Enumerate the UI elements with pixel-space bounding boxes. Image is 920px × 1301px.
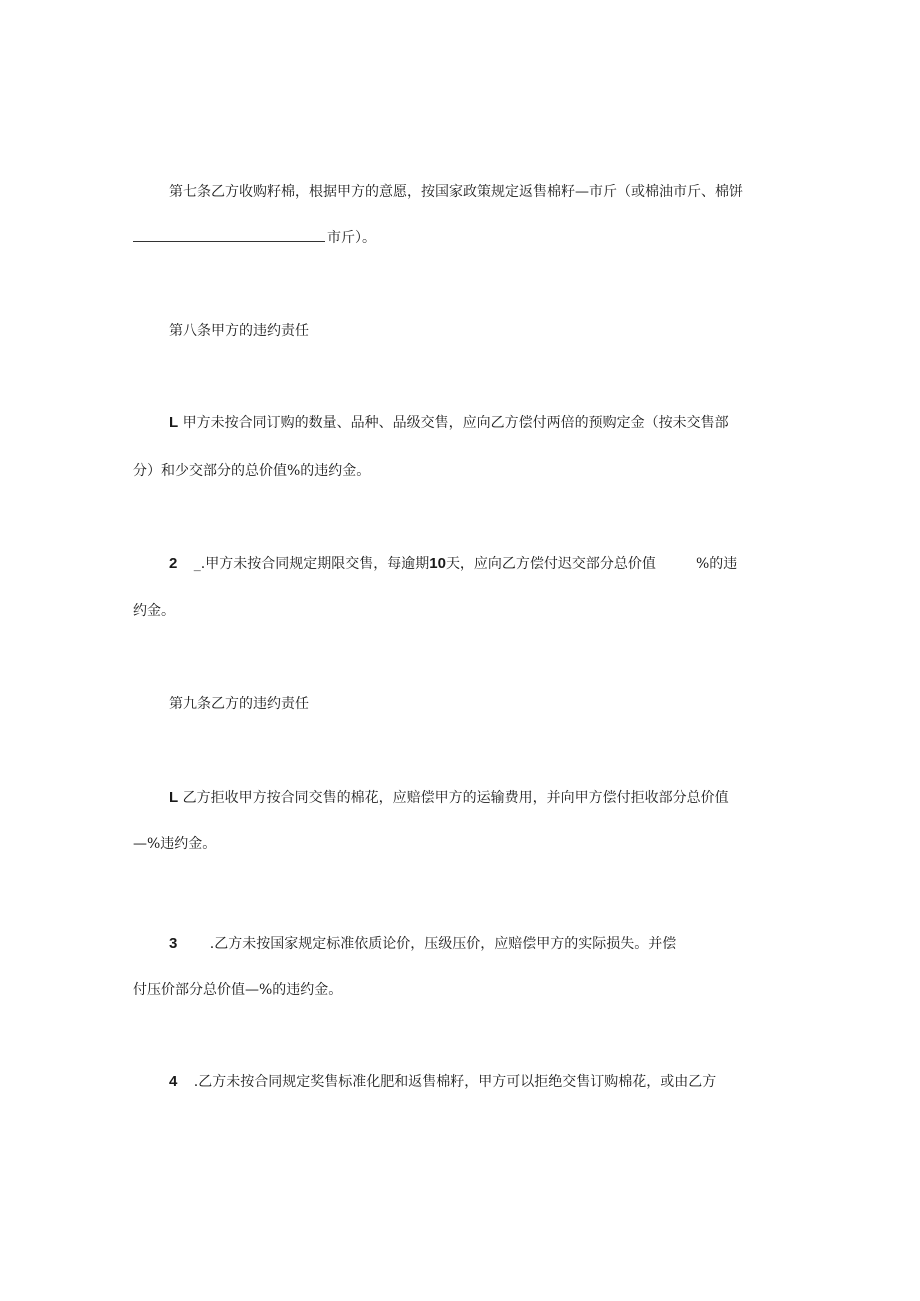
article7-line2 <box>133 228 376 248</box>
article9-item3-text: 乙方未按国家规定标准依质论价，压级压价，应赔偿甲方的实际损失。并偿 <box>214 936 677 952</box>
article8-item2-line2 <box>133 601 175 621</box>
article8-heading-text: 第八条甲方的违约责任 <box>169 323 309 339</box>
article9-item3-text-cont: 付压价部分总价值—%的违约金。 <box>133 982 343 998</box>
article8-item2-text-c: %的违 <box>695 556 738 572</box>
article9-heading <box>169 694 309 714</box>
article9-item1-line1 <box>169 788 729 808</box>
item-marker: L <box>169 789 179 806</box>
article8-item1-line1 <box>169 413 729 433</box>
article9-item4-line1 <box>169 1072 716 1092</box>
item-separator: _. <box>193 556 206 572</box>
item-separator: . <box>193 1074 199 1090</box>
article9-heading-text: 第九条乙方的违约责任 <box>169 696 309 712</box>
article8-item2-text-cont: 约金。 <box>133 603 175 619</box>
article8-item1-text-cont: 分）和少交部分的总价值%的违约金。 <box>133 463 371 479</box>
article7-unit-text: 市斤）。 <box>327 230 376 246</box>
article7-text: 第七条乙方收购籽棉，根据甲方的意愿，按国家政策规定返售棉籽—市斤（或棉油市斤、棉饼 <box>169 184 743 200</box>
article7-line1 <box>169 182 743 202</box>
article9-item1-line2 <box>133 834 216 854</box>
article9-item4-text: 乙方未按合同规定奖售标准化肥和返售棉籽，甲方可以拒绝交售订购棉花，或由乙方 <box>198 1074 717 1090</box>
article8-item2-text-a: 甲方未按合同规定期限交售，每逾期 <box>205 556 430 572</box>
article9-item1-text: 乙方拒收甲方按合同交售的棉花，应赔偿甲方的运输费用，并向甲方偿付拒收部分总价值 <box>182 790 729 806</box>
article9-item3-line1 <box>169 934 676 954</box>
item-marker: 4 <box>169 1073 178 1090</box>
item-marker: 3 <box>169 935 178 952</box>
article9-item1-text-cont: —%违约金。 <box>133 836 217 852</box>
item-marker: L <box>169 414 179 431</box>
article8-heading <box>169 321 309 341</box>
article8-item1-text: 甲方未按合同订购的数量、品种、品级交售，应向乙方偿付两倍的预购定金（按未交售部 <box>182 415 729 431</box>
article8-item2-text-b: 天，应向乙方偿付迟交部分总价值 <box>445 556 656 572</box>
item-marker: 2 <box>169 555 178 572</box>
overdue-days: 10 <box>429 555 446 572</box>
article8-item1-line2 <box>133 461 370 481</box>
fill-in-blank <box>133 229 325 242</box>
article9-item3-line2 <box>133 980 342 1000</box>
article8-item2-line1 <box>169 554 737 574</box>
item-separator: . <box>209 936 215 952</box>
